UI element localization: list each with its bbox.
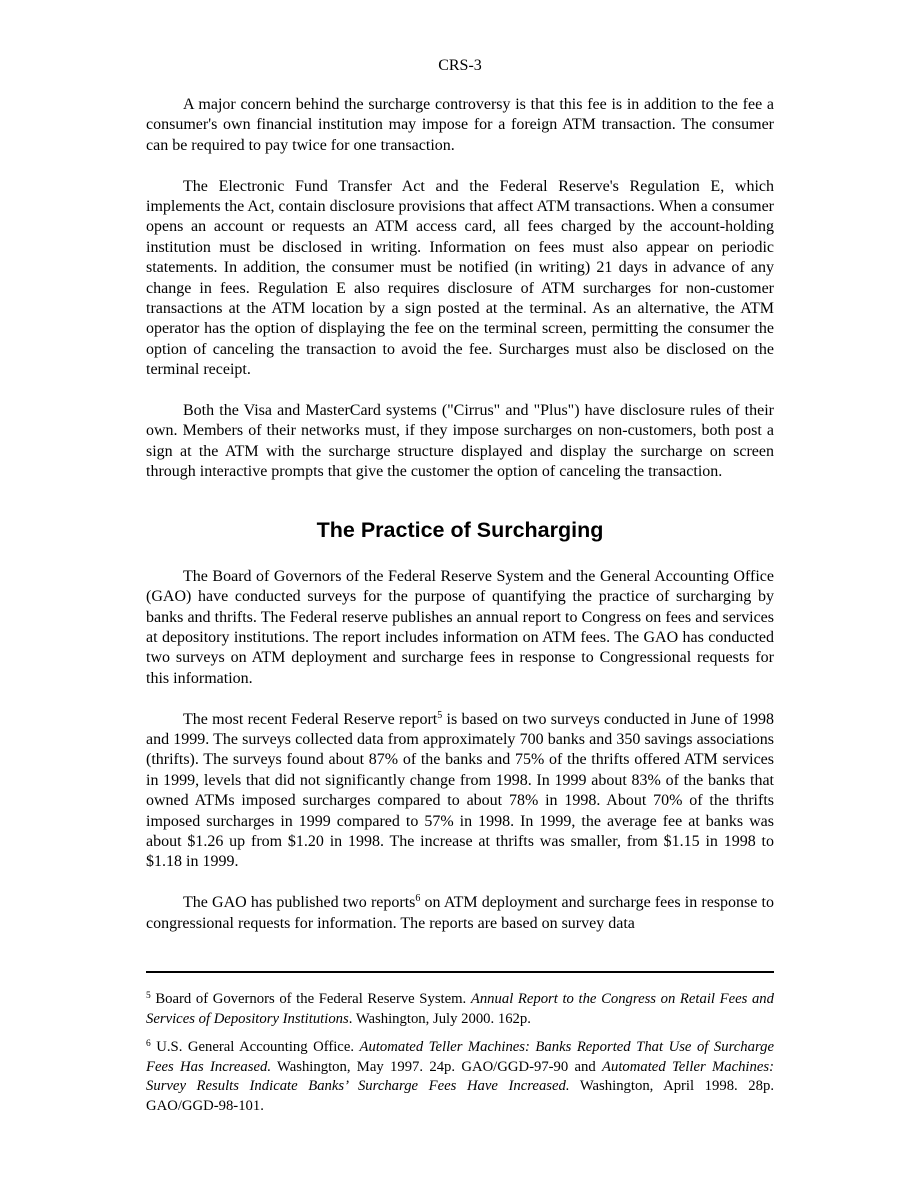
- footnote-text: Board of Governors of the Federal Reserve System.: [150, 991, 471, 1007]
- paragraph-surveys: The Board of Governors of the Federal Reserve System and the General Accounting Office (GAO) have conducted surveys for the purpose of quantifying the practice of surcharging by banks and thrifts. The Federal reserve publishes an annual report to Congress on fees and services at depository institutions. The report includes information on ATM fees. The GAO has conducted two surveys on ATM deployment and surcharge fees in response to Congressional requests for this information.: [146, 567, 774, 687]
- paragraph-disclosure-rules: The Electronic Fund Transfer Act and the Federal Reserve's Regulation E, which implements the Act, contain disclosure provisions that affect ATM transactions. When a consumer opens an account or requests an ATM access card, all fees charged by the account-holding institution must be disclosed in writing. Information on fees must also appear on periodic statements. In addition, the consumer must be notified (in writing) 21 days in advance of any change in fees. Regulation E also requires disclosure of ATM surcharges for non-customer transactions at the ATM location by a sign posted at the terminal. As an alternative, the ATM operator has the option of displaying the fee on the terminal screen, permitting the consumer the option of canceling the transaction to avoid the fee. Surcharges must also be disclosed on the terminal receipt.: [146, 177, 774, 379]
- footnote-title: Automated Teller Machines: Survey Results Indicate Banks’ Surcharge Fees Have Increased.: [146, 1058, 774, 1094]
- footnote-number: 5: [146, 991, 151, 1001]
- footnote-divider: [146, 971, 774, 973]
- paragraph-text: is based on two surveys conducted in June of 1998 and 1999. The surveys collected data from approximately 700 banks and 350 savings associations (thrifts). The surveys found about 87% of the banks and 75% of the thrifts offered ATM services in 1999, levels that did not significantly change from 1998. In 1999 about 83% of the banks that owned ATMs imposed surcharges compared to about 78% in 1998. About 70% of the thrifts imposed surcharges in 1999 compared to 57% in 1998. In 1999, the average fee at banks was about $1.26 up from $1.20 in 1998. The increase at thrifts was smaller, from $1.15 in 1998 to $1.18 in 1999.: [146, 710, 775, 871]
- footnote-5: [146, 990, 774, 1029]
- footnote-text: . Washington, July 2000. 162p.: [348, 1010, 531, 1027]
- footnote-text: Washington, April 1998. 28p. GAO/GGD-98-101.: [146, 1078, 774, 1114]
- footnote-number: 6: [146, 1039, 151, 1049]
- paragraph-gao-reports: [146, 893, 774, 934]
- footnote-title: Annual Report to the Congress on Retail Fees and Services of Depository Institutions: [146, 991, 774, 1027]
- paragraph-text: The GAO has published two reports: [183, 894, 416, 912]
- footnotes: [146, 990, 774, 1125]
- footnote-ref-5[interactable]: 5: [437, 709, 443, 721]
- paragraph-network-rules: Both the Visa and MasterCard systems ("Cirrus" and "Plus") have disclosure rules of their own. Members of their networks must, if they impose surcharges on non-customers, both post a sign at the ATM with the surcharge structure displayed and display the surcharge on screen through interactive prompts that give the customer the option of canceling the transaction.: [146, 402, 774, 481]
- footnote-ref-6[interactable]: 6: [415, 893, 421, 905]
- body-text: [146, 95, 774, 954]
- footnote-text: Washington, May 1997. 24p. GAO/GGD-97-90 and: [271, 1058, 603, 1075]
- footnote-title: Automated Teller Machines: Banks Reported That Use of Surcharge Fees Has Increased.: [146, 1039, 774, 1075]
- paragraph-surcharge-concern: A major concern behind the surcharge controversy is that this fee is in addition to the fee a consumer's own financial institution may impose for a foreign ATM transaction. The consumer can be required to pay twice for one transaction.: [146, 96, 774, 154]
- paragraph-text: on ATM deployment and surcharge fees in response to congressional requests for information. The reports are based on survey data: [146, 894, 774, 932]
- paragraph-text: The most recent Federal Reserve report: [183, 710, 438, 728]
- section-heading: The Practice of Surcharging: [316, 517, 604, 542]
- paragraph-federal-reserve-report: [146, 710, 774, 873]
- page-number: CRS-3: [438, 57, 482, 74]
- footnote-6: [146, 1038, 774, 1116]
- footnote-text: U.S. General Accounting Office.: [150, 1039, 360, 1055]
